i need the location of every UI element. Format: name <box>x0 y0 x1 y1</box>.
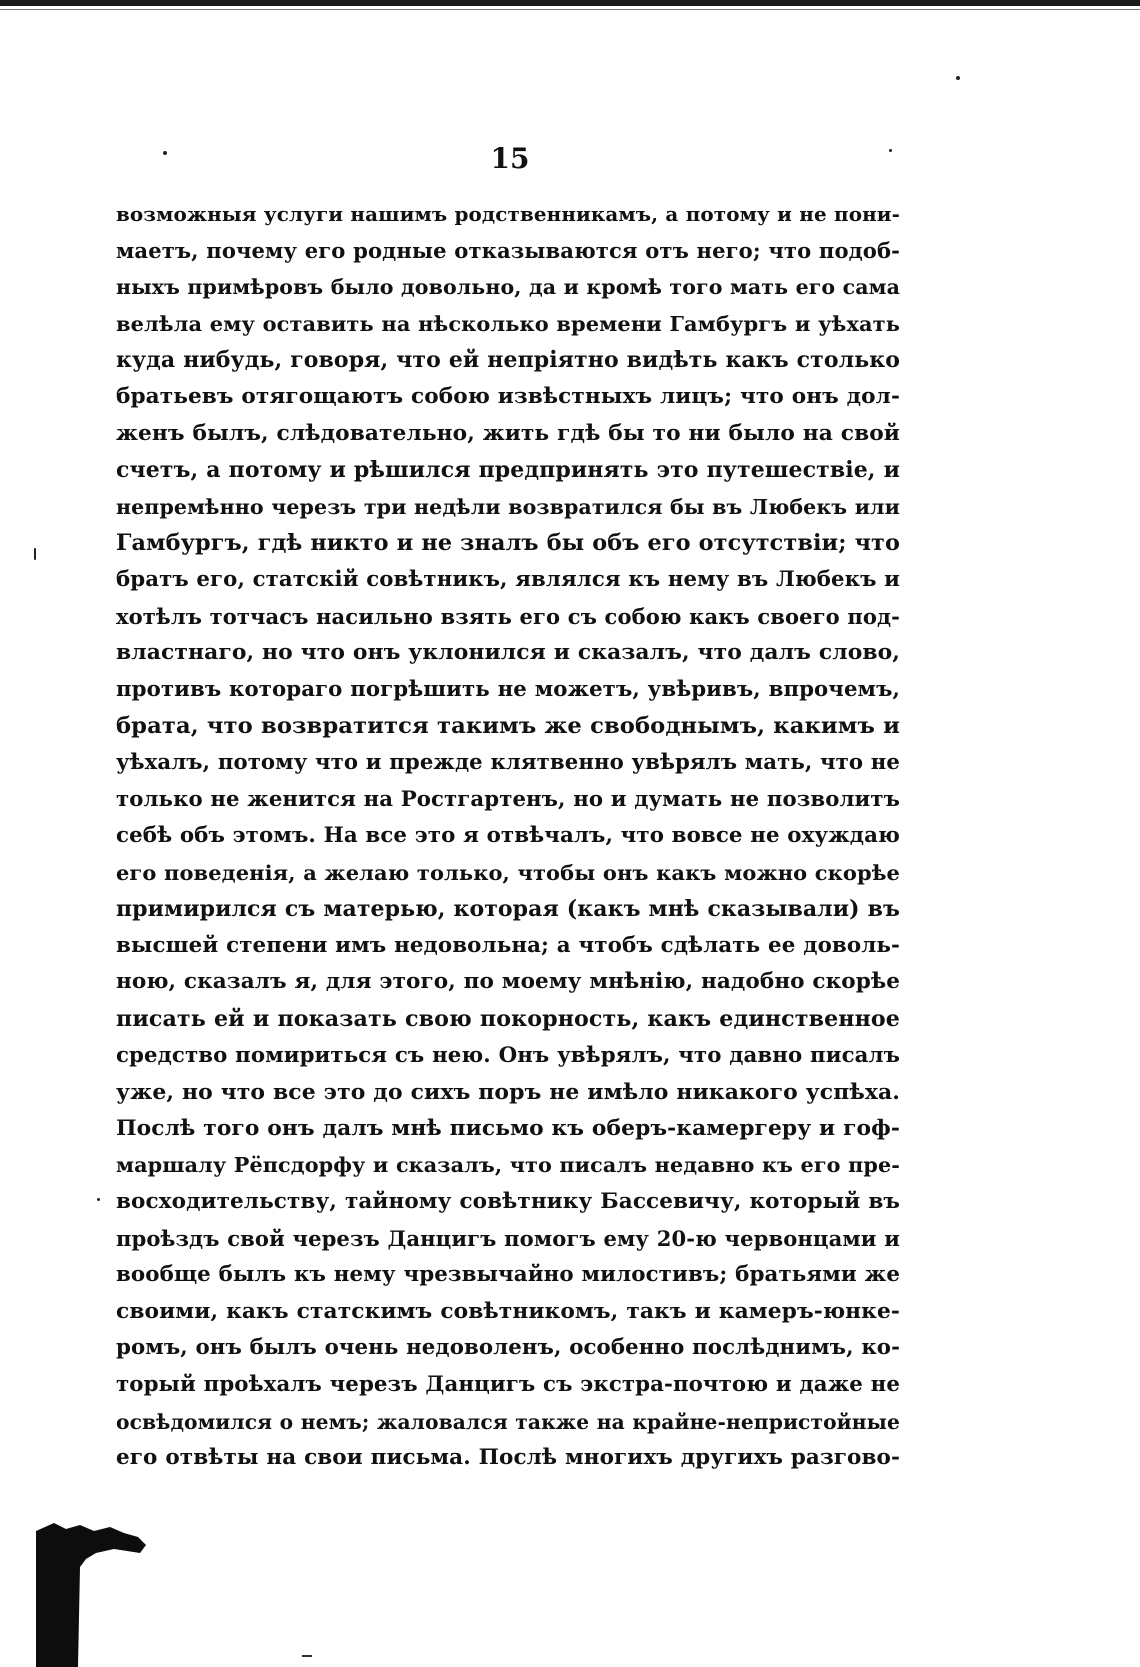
text-line: уѣхалъ, потому что и прежде клятвенно увѣрялъ мать, что не <box>116 749 900 775</box>
text-line: куда нибудь, говоря, что ей непріятно видѣть какъ столько <box>116 347 900 374</box>
text-line: хотѣлъ тотчасъ насильно взять его съ собою какъ своего под- <box>116 603 900 629</box>
text-line: проѣздъ свой черезъ Данцигъ помогъ ему 20-ю червонцами и <box>116 1225 900 1251</box>
page-number: 15 <box>490 142 530 175</box>
text-line: Послѣ того онъ далъ мнѣ письмо къ оберъ-камергеру и гоф- <box>116 1115 900 1141</box>
scan-speck <box>889 149 892 152</box>
scan-speck <box>956 76 960 80</box>
text-line: братьевъ отягощаютъ собою извѣстныхъ лицъ; что онъ дол- <box>116 383 900 409</box>
text-line: себѣ объ этомъ. На все это я отвѣчалъ, что вовсе не охуждаю <box>116 823 900 849</box>
text-line: брата, что возвратится такимъ же свободнымъ, какимъ и <box>116 713 900 740</box>
text-line: его поведенія, а желаю только, чтобы онъ какъ можно скорѣе <box>116 859 900 885</box>
text-line: освѣдомился о немъ; жаловался также на крайне-непристойные <box>116 1409 900 1434</box>
text-line: писать ей и показать свою покорность, какъ единственное <box>116 1006 900 1033</box>
text-line: средство помириться съ нею. Онъ увѣрялъ, что давно писалъ <box>116 1042 900 1068</box>
text-line: ною, сказалъ я, для этого, по моему мнѣнію, надобно скорѣе <box>116 969 900 995</box>
text-line: уже, но что все это до сихъ поръ не имѣло никакого успѣха. <box>116 1079 900 1106</box>
text-line: возможныя услуги нашимъ родственникамъ, а потому и не пони- <box>116 202 900 226</box>
text-line: ныхъ примѣровъ было довольно, да и кромѣ того мать его сама <box>116 275 900 300</box>
scan-top-border-faint <box>0 9 1140 10</box>
text-line: женъ былъ, слѣдовательно, жить гдѣ бы то ни было на свой <box>116 420 900 446</box>
scan-speck <box>302 1655 312 1657</box>
text-line: примирился съ матерью, которая (какъ мнѣ сказывали) въ <box>116 896 900 923</box>
text-line: Гамбургъ, гдѣ никто и не зналъ бы объ его отсутствіи; что <box>116 530 900 557</box>
scan-edge-shadow <box>36 1523 146 1667</box>
text-line: вообще былъ къ нему чрезвычайно милостивъ; братьями же <box>116 1262 900 1288</box>
text-line: его отвѣты на свои письма. Послѣ многихъ другихъ разгово- <box>116 1445 900 1471</box>
text-line: счетъ, а потому и рѣшился предпринять это путешествіе, и <box>116 457 900 484</box>
text-line: властнаго, но что онъ уклонился и сказалъ, что далъ слово, <box>116 640 900 666</box>
text-line: маршалу Рёпсдорфу и сказалъ, что писалъ недавно къ его пре- <box>116 1153 900 1178</box>
text-line: противъ котораго погрѣшить не можетъ, увѣривъ, впрочемъ, <box>116 676 900 702</box>
text-line: братъ его, статскій совѣтникъ, являлся къ нему въ Любекъ и <box>116 566 900 592</box>
text-line: непремѣнно черезъ три недѣли возвратился бы въ Любекъ или <box>116 494 900 519</box>
text-line: маетъ, почему его родные отказываются отъ него; что подоб- <box>116 237 900 263</box>
text-line: восходительству, тайному совѣтнику Бассевичу, который въ <box>116 1189 900 1215</box>
text-line: торый проѣхалъ черезъ Данцигъ съ экстра-почтою и даже не <box>116 1372 900 1397</box>
scan-speck <box>34 548 36 560</box>
text-line: высшей степени имъ недовольна; а чтобъ сдѣлать ее доволь- <box>116 932 900 958</box>
text-line: только не женится на Ростгартенъ, но и думать не позволитъ <box>116 786 900 812</box>
text-line: велѣла ему оставить на нѣсколько времени Гамбургъ и уѣхать <box>116 310 900 336</box>
body-text <box>116 196 900 1477</box>
text-line: своими, какъ статскимъ совѣтникомъ, такъ и камеръ-юнке- <box>116 1298 900 1324</box>
scan-speck <box>97 1198 100 1201</box>
text-line: ромъ, онъ былъ очень недоволенъ, особенно послѣднимъ, ко- <box>116 1335 900 1361</box>
scan-top-border <box>0 0 1140 6</box>
scan-speck <box>163 151 167 155</box>
